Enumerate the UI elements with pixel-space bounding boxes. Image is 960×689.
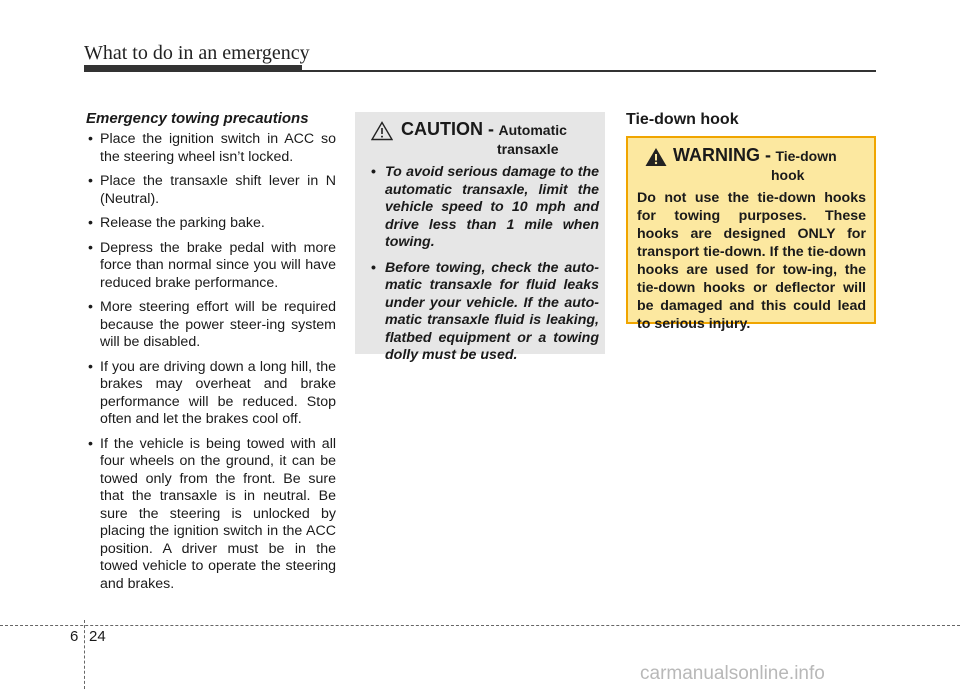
caution-header: [371, 120, 599, 158]
list-item: • Place the transaxle shift lever in N (Neutral).: [86, 173, 336, 208]
chapter-number: 6: [70, 628, 79, 645]
list-item: • If you are driving down a long hill, the brakes may overheat and brake performance will be reduced. Stop often and let the brakes cool off.: [86, 359, 336, 429]
list-item: • Before towing, check the auto-matic transaxle for fluid leaks under your vehicle. If the auto-matic transaxle fluid is leaking, flatbed equipment or a towing dolly must be used.: [371, 260, 599, 365]
watermark: carmanualsonline.info: [640, 663, 825, 684]
list-item: • Release the parking bake.: [86, 215, 336, 233]
caution-list: [371, 164, 599, 365]
caution-title: [401, 120, 567, 158]
list-item: • Depress the brake pedal with more force than normal since you will have reduced brake performance.: [86, 240, 336, 293]
list-item: • To avoid serious damage to the automatic transaxle, limit the vehicle speed to 10 mph and drive less than 1 mile when towing.: [371, 164, 599, 252]
warning-label: WARNING -: [673, 145, 771, 165]
page-header-title: What to do in an emergency: [84, 42, 310, 64]
caution-triangle-icon: [371, 121, 393, 141]
warning-text: Do not use the tie-down hooks for towing purposes. These hooks are designed ONLY for transport tie-down. If the tie-down hooks are used for tow-ing, the tie-down hooks or deflector will be damaged and this could lead to serious injury.: [637, 190, 866, 332]
caution-box: [355, 112, 605, 363]
caution-subject-cont: transaxle: [497, 141, 559, 157]
warning-triangle-icon: [645, 147, 667, 167]
caution-subject: Automatic: [498, 122, 567, 138]
warning-subject: Tie-down: [775, 148, 837, 164]
towing-precautions-list: [86, 131, 336, 593]
list-item: • Place the ignition switch in ACC so the steering wheel isn’t locked.: [86, 131, 336, 166]
footer-divider: [84, 620, 85, 689]
warning-subject-cont: hook: [771, 167, 805, 183]
list-item: • If the vehicle is being towed with all four wheels on the ground, it can be towed only from the front. Be sure that the transaxle is in neutral. Be sure the steering is unlocked by placing the ignition switch in the ACC position. A driver must be in the towed vehicle to operate the steering and brakes.: [86, 436, 336, 594]
warning-header: [637, 146, 866, 184]
towing-precautions-section: [86, 110, 336, 600]
towing-precautions-heading: Emergency towing precautions: [86, 110, 309, 127]
list-item: • More steering effort will be required because the power steer-ing system will be disabled.: [86, 299, 336, 352]
caution-label: CAUTION -: [401, 119, 494, 139]
warning-box: [626, 136, 876, 332]
header-rule: [84, 70, 876, 72]
warning-title: [673, 146, 837, 184]
page-number: 24: [89, 628, 106, 645]
tiedown-heading: Tie-down hook: [626, 111, 739, 128]
footer-rule: [0, 625, 960, 626]
